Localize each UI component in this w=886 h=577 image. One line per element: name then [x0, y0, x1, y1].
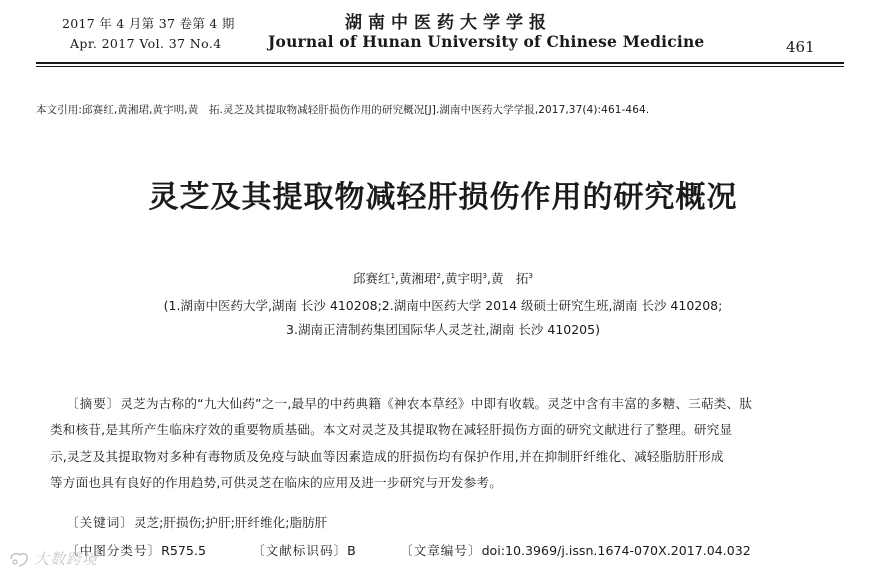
- header-rule-thin: [36, 66, 844, 67]
- author-name: 黄湘珺: [399, 271, 437, 286]
- watermark-text: 大数跨境: [34, 550, 99, 568]
- header-rule-thick: [36, 62, 844, 64]
- journal-name-cn: 湖南中医药大学学报: [345, 13, 552, 33]
- abstract-line: 类和核苷,是其所产生临床疗效的重要物质基础。本文对灵芝及其提取物在减轻肝损伤方面的研究文献进行了整理。研究显: [50, 422, 733, 437]
- author-affiliation-mark: 3: [482, 271, 487, 280]
- abstract-text: 灵芝为古称的“九大仙药”之一,最早的中药典籍《神农本草经》中即有收载。灵芝中含有丰富的多糖、三萜类、肽: [120, 396, 753, 411]
- author-affiliation-mark: 3: [528, 271, 533, 280]
- classification-value: R575.5: [161, 543, 206, 558]
- abstract-label: 〔摘要〕: [66, 396, 121, 411]
- author-name: 邱赛红: [353, 271, 391, 286]
- keywords: [66, 512, 327, 531]
- issue-info-cn: 2017 年 4 月第 37 卷第 4 期: [62, 16, 235, 31]
- author-affiliation-mark: 2: [436, 271, 441, 280]
- article-number: [400, 540, 751, 559]
- article-title: 灵芝及其提取物减轻肝损伤作用的研究概况: [148, 180, 738, 215]
- journal-name-en: Journal of Hunan University of Chinese Medicine: [268, 32, 705, 51]
- issue-info-en: Apr. 2017 Vol. 37 No.4: [70, 36, 222, 51]
- document-code: [252, 540, 356, 559]
- keywords-label: 〔关键词〕: [66, 515, 134, 530]
- watermark: [8, 548, 98, 569]
- author-affiliation-mark: 1: [390, 271, 396, 280]
- author-name: 黄宇明: [444, 271, 483, 286]
- article-number-value: doi:10.3969/j.issn.1674-070X.2017.04.032: [481, 543, 751, 558]
- classification-label: 〔中图分类号〕: [66, 543, 162, 558]
- abstract-line: 示,灵芝及其提取物对多种有毒物质及免疫与缺血等因素造成的肝损伤均有保护作用,并在抑制肝纤维化、减轻脂肪肝形成: [50, 449, 724, 464]
- author-name: 黄 拓: [490, 271, 529, 286]
- affiliation-line: (1.湖南中医药大学,湖南 长沙 410208;2.湖南中医药大学 2014 级硕士研究生班,湖南 长沙 410208;: [163, 298, 723, 313]
- document-code-label: 〔文献标识码〕: [252, 543, 348, 558]
- page-number: 461: [786, 38, 815, 56]
- abstract-line: 等方面也具有良好的作用趋势,可供灵芝在临床的应用及进一步研究与开发参考。: [50, 475, 502, 490]
- author-list: 邱赛红$^1$,黄湘珺$^2$,黄宇明$^3$,黄 拓$^3$: [353, 271, 533, 286]
- article-number-label: 〔文章编号〕: [400, 543, 482, 558]
- affiliation-line: 3.湖南正清制药集团国际华人灵芝社,湖南 长沙 410205): [286, 322, 600, 337]
- citation-line: 本文引用:邱赛红,黄湘珺,黄宇明,黄 拓.灵芝及其提取物减轻肝损伤作用的研究概况[J].湖南中医药大学学报,2017,37(4):461-464.: [36, 104, 650, 116]
- watermark-logo-icon: [8, 550, 30, 568]
- abstract-line: [66, 393, 840, 412]
- document-code-value: B: [347, 543, 356, 558]
- keywords-value: 灵芝;肝损伤;护肝;肝纤维化;脂肪肝: [133, 515, 328, 530]
